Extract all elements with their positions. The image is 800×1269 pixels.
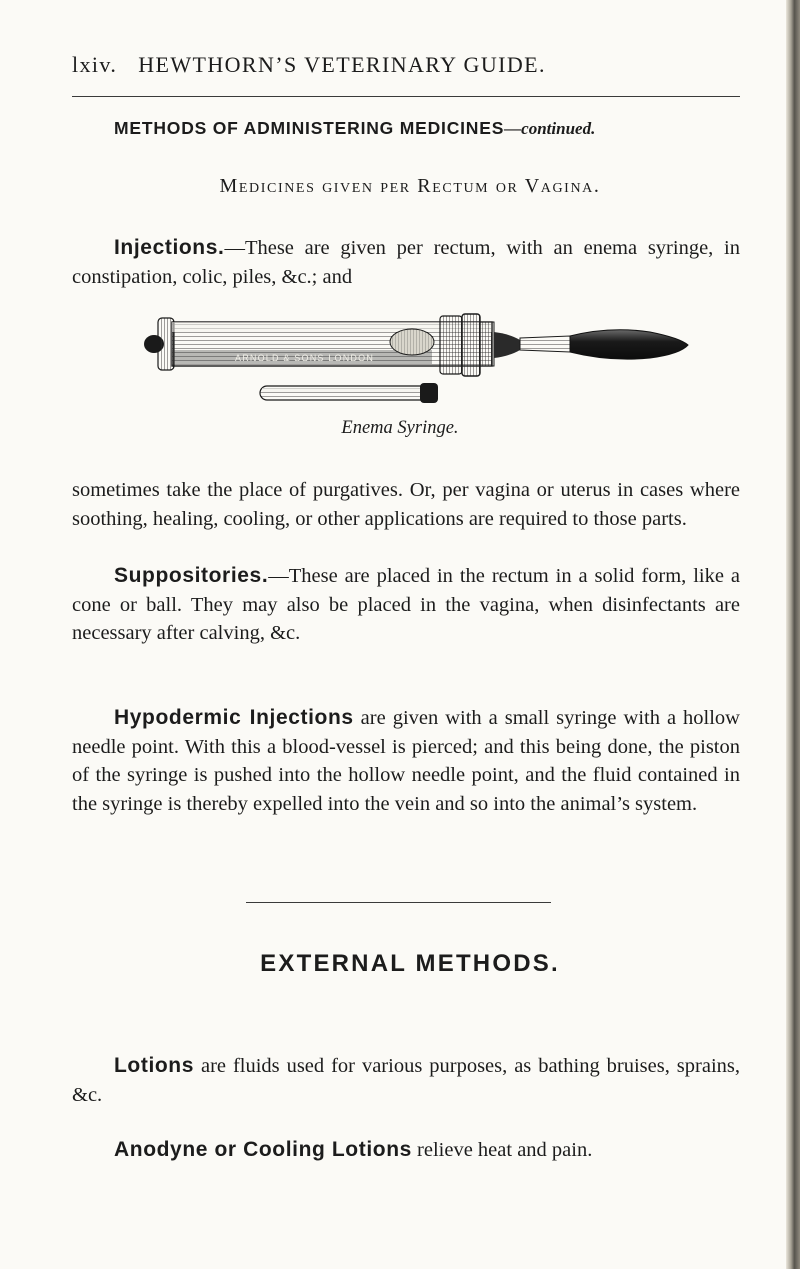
page-edge-shadow: [786, 0, 800, 1269]
section-title: [114, 118, 734, 139]
anodyne-text: relieve heat and pain.: [411, 1139, 593, 1161]
hypodermic-text: are given with a small syringe with a hollow needle point. With this a blood-vessel is pierced; and this being done, the piston of the syringe is pushed into the hollow needle point, and the fluid contained in the syringe is thereby expelled into the vein and so into the animal’s system.: [72, 707, 740, 815]
hypodermic-paragraph: [72, 704, 740, 818]
anodyne-paragraph: [72, 1136, 740, 1165]
maker-engraving: ARNOLD & SONS LONDON: [235, 353, 375, 363]
suppositories-label: Suppositories.: [114, 564, 269, 587]
running-header: [72, 52, 742, 78]
external-methods-title: EXTERNAL METHODS.: [260, 950, 560, 977]
enema-syringe-illustration: [140, 312, 700, 412]
injections-paragraph: [72, 234, 740, 291]
section-continued: —continued.: [504, 119, 596, 138]
figure-caption: Enema Syringe.: [341, 418, 459, 438]
subheading-text: Medicines given per Rectum or Vagina.: [219, 175, 601, 197]
hypodermic-label: Hypodermic Injections: [114, 706, 354, 729]
continuation-paragraph: sometimes take the place of purgatives. Or, per vagina or uterus in cases where soothing, healing, cooling, or other applications are required to those parts.: [72, 479, 740, 530]
anodyne-label: Anodyne or Cooling Lotions: [114, 1138, 412, 1161]
injections-text: —These are given per rectum, with an enema syringe, in constipation, colic, piles, &c.; and: [72, 237, 740, 288]
header-rule: [72, 96, 740, 97]
enema-syringe-figure: [140, 312, 700, 412]
lotions-label: Lotions: [114, 1054, 195, 1077]
section-divider: [246, 902, 551, 903]
subheading: [100, 175, 720, 198]
lotions-paragraph: [72, 1052, 740, 1109]
suppositories-paragraph: [72, 562, 740, 648]
suppositories-text: —These are placed in the rectum in a solid form, like a cone or ball. They may also be placed in the vagina, when disinfectants are necessary after calving, &c.: [72, 565, 740, 645]
injections-label: Injections.: [114, 236, 225, 259]
page-number: lxiv.: [72, 52, 118, 77]
lotions-text: are fluids used for various purposes, as bathing bruises, sprains, &c.: [72, 1055, 740, 1106]
book-title: HEWTHORN’S VETERINARY GUIDE.: [138, 52, 546, 77]
section-title-text: METHODS OF ADMINISTERING MEDICINES: [114, 118, 505, 138]
